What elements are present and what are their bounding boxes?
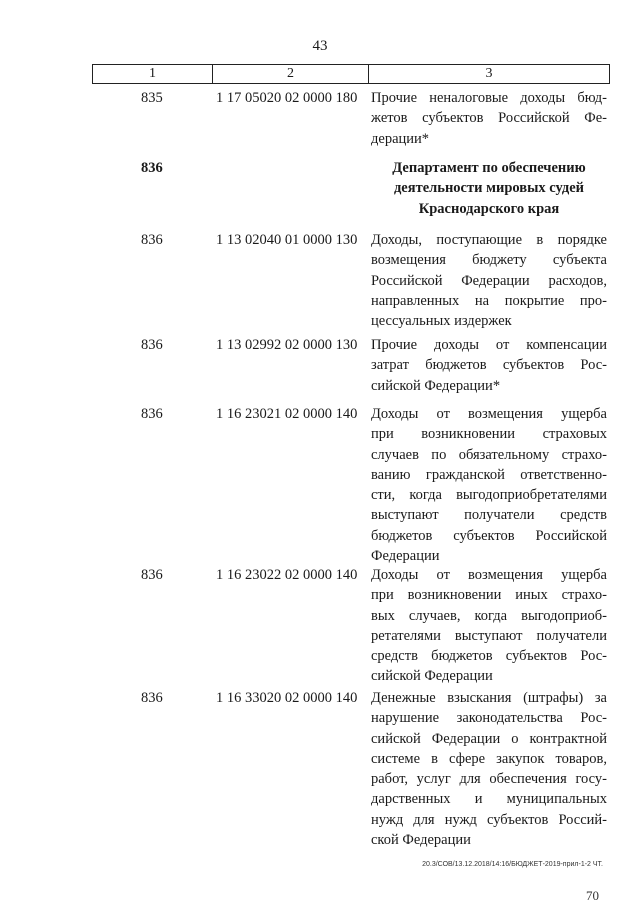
department-title-line: деятельности мировых судей	[393, 180, 585, 197]
description-line: дерации*	[371, 130, 430, 147]
description-line: при возникновении страховых	[371, 426, 607, 443]
description-line: затрат бюджетов субъектов Рос-	[371, 357, 607, 374]
description-line: Прочие доходы от компенсации	[371, 337, 607, 353]
income-code: 1 16 23022 02 0000 140	[216, 567, 358, 583]
description-line: бюджетов субъектов Российской	[371, 527, 607, 544]
description-line: Российской Федерации расходов,	[371, 272, 607, 289]
footer-page-number: 70	[586, 888, 599, 903]
description-line: дарственных и муниципальных	[371, 791, 607, 808]
description-line: сийской Федерации	[371, 668, 493, 685]
admin-code: 836	[141, 406, 163, 422]
admin-code: 836	[141, 160, 163, 176]
admin-code: 835	[141, 90, 163, 106]
department-title-line: Краснодарского края	[418, 200, 560, 217]
column-header-1: 1	[93, 65, 213, 83]
admin-code: 836	[141, 690, 163, 706]
description-line: цессуальных издержек	[371, 313, 512, 330]
description-line: Федерации	[371, 548, 440, 565]
description-line: средств бюджетов субъектов Рос-	[371, 648, 607, 665]
description-line: Доходы, поступающие в порядке	[371, 232, 607, 248]
description-line: ванию гражданской ответственно-	[371, 466, 607, 483]
description-line: ретателями выступают получатели	[371, 627, 607, 644]
description-line: случаев по обязательному страхо-	[371, 446, 607, 463]
income-code: 1 16 23021 02 0000 140	[216, 406, 358, 422]
admin-code: 836	[141, 337, 163, 353]
description-line: Денежные взыскания (штрафы) за	[371, 690, 607, 706]
description-line: при возникновении иных страхо-	[371, 587, 607, 604]
admin-code: 836	[141, 232, 163, 248]
income-code: 1 13 02992 02 0000 130	[216, 337, 358, 353]
department-title-line: Департамент по обеспечению	[392, 160, 586, 176]
description-line: возмещения бюджету субъекта	[371, 252, 607, 269]
column-header-2: 2	[213, 65, 369, 83]
description-line: выступают получатели средств	[371, 507, 607, 524]
description-line: направленных на покрытие про-	[371, 292, 607, 309]
description-line: вых случаев, когда выгодоприоб-	[371, 607, 607, 624]
department-title	[371, 158, 607, 219]
income-description	[371, 335, 607, 396]
income-code: 1 17 05020 02 0000 180	[216, 90, 358, 106]
income-description	[371, 404, 607, 566]
description-line: сти, когда выгодоприобретателями	[371, 487, 607, 504]
income-description	[371, 230, 607, 331]
income-code: 1 13 02040 01 0000 130	[216, 232, 358, 248]
description-line: Доходы от возмещения ущерба	[371, 406, 607, 422]
description-line: системе в сфере закупок товаров,	[371, 750, 607, 767]
income-description	[371, 88, 607, 149]
page-number: 43	[312, 38, 328, 54]
column-header-row	[92, 64, 610, 84]
description-line: ской Федерации	[371, 832, 471, 849]
description-line: работ, услуг для обеспечения госу-	[371, 771, 607, 788]
description-line: нарушение законодательства Рос-	[371, 710, 607, 727]
income-description	[371, 565, 607, 687]
income-description	[371, 688, 607, 850]
admin-code: 836	[141, 567, 163, 583]
description-line: Прочие неналоговые доходы бюд-	[371, 90, 607, 106]
description-line: сийской Федерации о контрактной	[371, 730, 607, 747]
column-header-3: 3	[485, 66, 493, 81]
description-line: сийской Федерации*	[371, 377, 501, 394]
description-line: жетов субъектов Российской Фе-	[371, 110, 607, 127]
description-line: Доходы от возмещения ущерба	[371, 567, 607, 583]
document-footer-code: 20.3/СОВ/13.12.2018/14:16/БЮДЖЕТ-2019-прил-1-2 ЧТ.	[422, 861, 603, 868]
description-line: нужд для нужд субъектов Россий-	[371, 811, 607, 828]
income-code: 1 16 33020 02 0000 140	[216, 690, 358, 706]
